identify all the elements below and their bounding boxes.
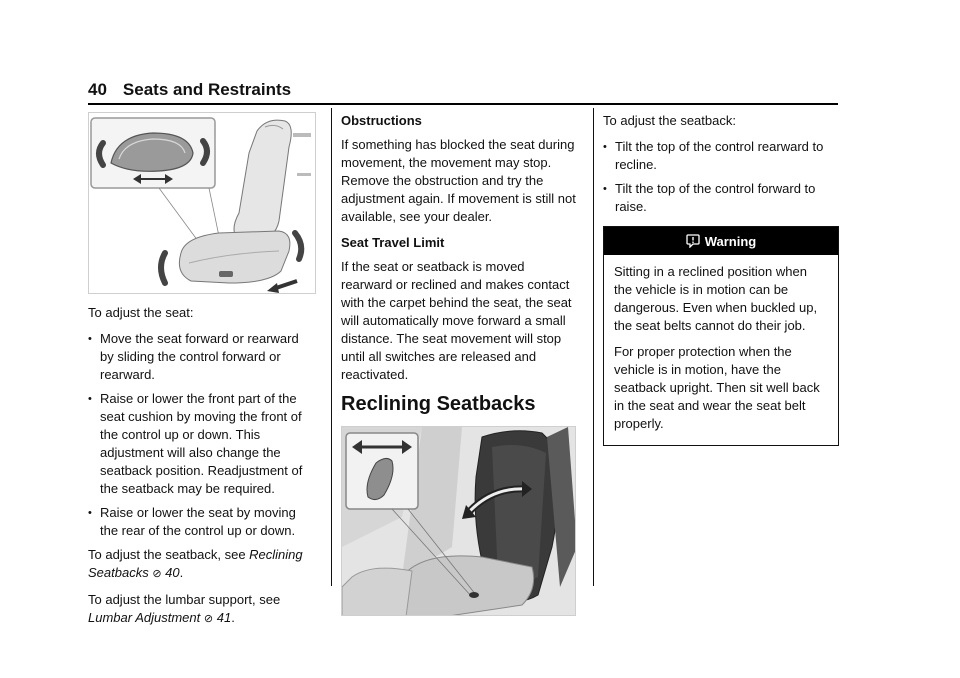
seat-adjust-list bbox=[88, 330, 316, 540]
lumbar-adjustment-link[interactable]: Lumbar Adjustment bbox=[88, 610, 201, 625]
bullet-icon: • bbox=[88, 393, 92, 405]
seatback-reference: To adjust the seatback, see Reclining Seatbacks ⊘ 40. bbox=[88, 547, 303, 580]
bullet-icon: • bbox=[88, 507, 92, 519]
warning-paragraph: Sitting in a reclined position when the vehicle is in motion can be dangerous. Even when buckled up, the seat belts cannot do their job. bbox=[614, 264, 818, 333]
column-1 bbox=[88, 112, 316, 636]
header-rule bbox=[88, 103, 838, 105]
list-item: • Tilt the top of the control rearward to recline. bbox=[603, 139, 824, 172]
list-item: • Move the seat forward or rearward by sliding the control forward or rearward. bbox=[88, 331, 299, 382]
obstructions-text: If something has blocked the seat during movement, the movement may stop. Remove the obstruction and try the adjustment again. If movement is still not available, see your dealer. bbox=[341, 137, 576, 224]
section-title: Seats and Restraints bbox=[122, 80, 292, 99]
warning-icon bbox=[686, 227, 700, 255]
column-divider-2 bbox=[593, 108, 594, 586]
reclining-seatbacks-link[interactable]: Reclining Seatbacks bbox=[88, 547, 303, 580]
page-ref-icon: ⊘ bbox=[203, 613, 214, 625]
bullet-icon: • bbox=[603, 183, 607, 195]
seatback-adjust-list bbox=[603, 138, 839, 216]
column-3 bbox=[603, 112, 839, 446]
bullet-icon: • bbox=[603, 141, 607, 153]
page-header bbox=[88, 80, 291, 104]
lumbar-reference: To adjust the lumbar support, see Lumbar Adjustment ⊘ 41. bbox=[88, 592, 281, 625]
column-divider-1 bbox=[331, 108, 332, 586]
seat-travel-limit-heading: Seat Travel Limit bbox=[341, 235, 445, 250]
page-number: 40 bbox=[88, 80, 107, 99]
warning-box bbox=[603, 226, 839, 446]
warning-body bbox=[604, 255, 838, 445]
obstructions-heading: Obstructions bbox=[341, 113, 422, 128]
reclining-seatbacks-heading: Reclining Seatbacks bbox=[341, 393, 536, 415]
bullet-icon: • bbox=[88, 333, 92, 345]
warning-header bbox=[604, 227, 838, 255]
list-item: • Raise or lower the seat by moving the rear of the control up or down. bbox=[88, 505, 296, 538]
page-ref-number[interactable]: 40 bbox=[165, 565, 180, 580]
warning-paragraph: For proper protection when the vehicle is in motion, have the seatback upright. Then sit well back in the seat and wear the seat belt properly. bbox=[614, 344, 820, 431]
list-item: • Tilt the top of the control forward to raise. bbox=[603, 181, 816, 214]
seat-adjust-intro: To adjust the seat: bbox=[88, 305, 194, 320]
page-ref-icon: ⊘ bbox=[152, 568, 162, 580]
list-item: • Raise or lower the front part of the seat cushion by moving the front of the control up or down. This adjustment will also change the seatback position. Readjustment of the seatback may be required. bbox=[88, 391, 303, 496]
seatback-adjust-intro: To adjust the seatback: bbox=[603, 113, 736, 128]
seat-travel-limit-text: If the seat or seatback is moved rearward or reclined and makes contact with the carpet behind the seat, the seat will automatically move forward a small distance. The seat movement will stop until all switches are released and reactivated. bbox=[341, 259, 572, 382]
seat-adjust-illustration bbox=[88, 112, 316, 294]
page-ref-number[interactable]: 41 bbox=[216, 610, 232, 625]
column-2 bbox=[341, 112, 579, 616]
warning-title: Warning bbox=[704, 234, 757, 249]
reclining-seatback-illustration bbox=[341, 426, 576, 616]
